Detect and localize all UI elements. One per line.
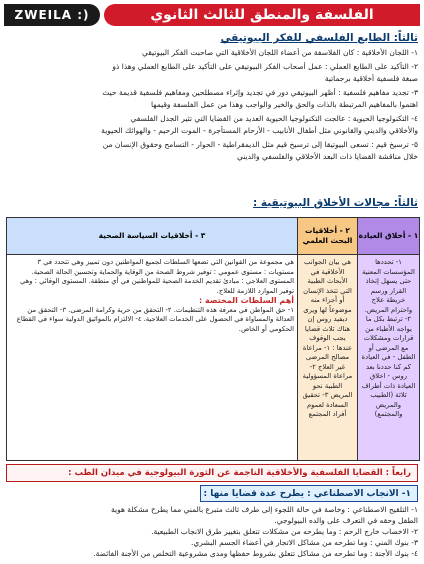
- table-header-research: ٢ - أخلاقيات البحث العلمي: [298, 218, 357, 255]
- bottom-line-1: ١- التلقيح الاصطناعي : وخاصة في حالة اللجوء إلى طرف ثالث متبرع بالمني مما يطرح مشكلة هوية: [110, 505, 418, 514]
- policy-items: ١- حق المواطن في معرفة هذه التنظيمات. ٢- التحقق من حرية وكرامة المرضى. ٣- التحقق من العدالة والمساواة في الحصول على الخدمات العلاجية. ٤- الالتزام بالمواثيق الدولية سواء في القطاع الحكومي أو الخاص.: [16, 305, 294, 333]
- section3-line-8: ٥- ترسيخ قيم : تسعى البيوتيقا إلى ترسيخ قيم مثل الديمقراطية - الحوار - التسامح وحقوق الإنسان من: [102, 140, 418, 149]
- table-cell-clinic: ١- تحددها المؤسسات المعنية حتى يسهل إتخاذ القرار ورسم خريطة علاج واحترام المريض. ٢- ترتبط بكل ما يواجه الأطباء من قرارات ومشكلات مع المرضى أو الطفل - في العيادة كم كنا حددنا بعد روس - اخلاق العيادة ذات أطراف ثلاثة (الطبيب والمريض والمجتمع): [361, 258, 416, 418]
- sub1-title: ١- الانجاب الاصطناعي : يطرح عدة قضايا منها :: [200, 485, 418, 502]
- table-col-research: [297, 218, 357, 460]
- table-col-policy: [7, 218, 297, 460]
- bottom-line-4: ٣- بنوك المني : وما تطرحه من مشاكل الاتجار في أعضاء الجسم البشري.: [191, 538, 418, 547]
- section3-line-5: اهتموا بالمفاهيم المرتبطة بالذات والحق والخير والواجب وهذا من عمل الفلسفة وقيمها: [151, 100, 418, 109]
- policy-subheading: أهم السلطات المختصة :: [199, 296, 294, 305]
- table-col-clinic: [357, 218, 419, 460]
- table-cell-policy: [7, 255, 297, 337]
- bottom-line-5: ٤- بنوك الأجنة : وما تطرحه من مشاكل تتعلق بشروط حفظها ومدى مشروعية التخلص من الأجنة الفائضة.: [93, 549, 418, 558]
- bottom-line-3: ٢- الاخصاب خارج الرحم : وما يطرحه من مشكلات تتعلق بتغيير طرق الانجاب الطبيعية.: [151, 527, 418, 536]
- table-header-policy: ٣ - أخلاقيات السياسة الصحية: [7, 218, 297, 255]
- section3-line-7: والأخلاقي والديني والقانوني مثل أطفال الأنابيب - الأرحام المستأجرة - الموت الرحيم - والهوائك الحيوية: [101, 126, 418, 135]
- section3-line-2: ٢- التأكيد على الطابع العملي : عمل أصحاب الفكر البيوتيقي على التأكيد على الطابع العملي وهذا ذو: [112, 62, 418, 71]
- brand-logo: ZWEILA :): [4, 4, 100, 26]
- policy-body: هي مجموعة من القوانين التي تضعها السلطات لجميع المواطنين دون تمييز وهي تتحدد في ٣ مستويات : مستوى عمومي : توفير شروط الصحة من الوقاية والحماية وتحسين الحالة الصحية. المستوى العلاجي : مبادئ تقديم الخدمة الصحية للمواطنين في أي منطقة. المستوى الوقائي : وهي توفير الموارد اللازمة للعلاج.: [19, 258, 294, 295]
- section5-title: رابعاً : القضايا الفلسفية والأخلاقية الناجمة عن الثورة البيولوجية في ميدان الطب :: [6, 464, 418, 482]
- bottom-line-2: الطفل وحقه في التعرف على والده البيولوجي.: [274, 516, 418, 525]
- page-title: الفلسفة والمنطق للثالث الثانوي: [104, 4, 420, 26]
- section4-title: ثالثاً: مجالات الأخلاق البيوتيقية :: [253, 197, 418, 209]
- ethics-table: [6, 217, 420, 461]
- header-banner: [4, 4, 420, 26]
- table-cell-research: هي بيان الجوانب الأخلاقية في الأبحاث الطبية التي تتخذ الإنسان أو أجزاء منه موضوعاً لها ويرى ديفيد روس إن هناك ثلاث قضايا يجب الوقوف عندها : ١- مراعاة مصالح المرضى غير العلاج ٢- مراعاة المسؤولية الطبية نحو المريض ٣- تحقيق السعادة لعموم أفراد المجتمع: [302, 258, 353, 418]
- table-header-clinic: ١ - أخلاق العيادة: [358, 218, 419, 255]
- section3-title: ثالثاً: الطابع الفلسفي للفكر البيوتيقي: [220, 32, 418, 44]
- section3-line-6: ٤- التكنولوجيا الحيوية : عالجت التكنولوجيا الحيوية العديد من القضايا التي تثير الجدل الفلسفي: [130, 114, 418, 123]
- section3-line-1: ١- اللجان الأخلاقية : كان الفلاسفة من أعضاء اللجان الأخلاقية التي صاحبت الفكر البيوتيقي: [141, 48, 418, 57]
- section3-line-4: ٣- تجديد مفاهيم فلسفية : أظهر البيوتيقي دور في تجديد وإثراء مصطلحين ومفاهيم فلسفية قديمة حيث: [102, 88, 418, 97]
- section3-line-9: خلال مناقشة القضايا ذات البعد الأخلاقي والفلسفي والديني: [237, 152, 418, 161]
- section3-line-3: صبغة فلسفية أخلاقية برجماتية: [324, 74, 418, 83]
